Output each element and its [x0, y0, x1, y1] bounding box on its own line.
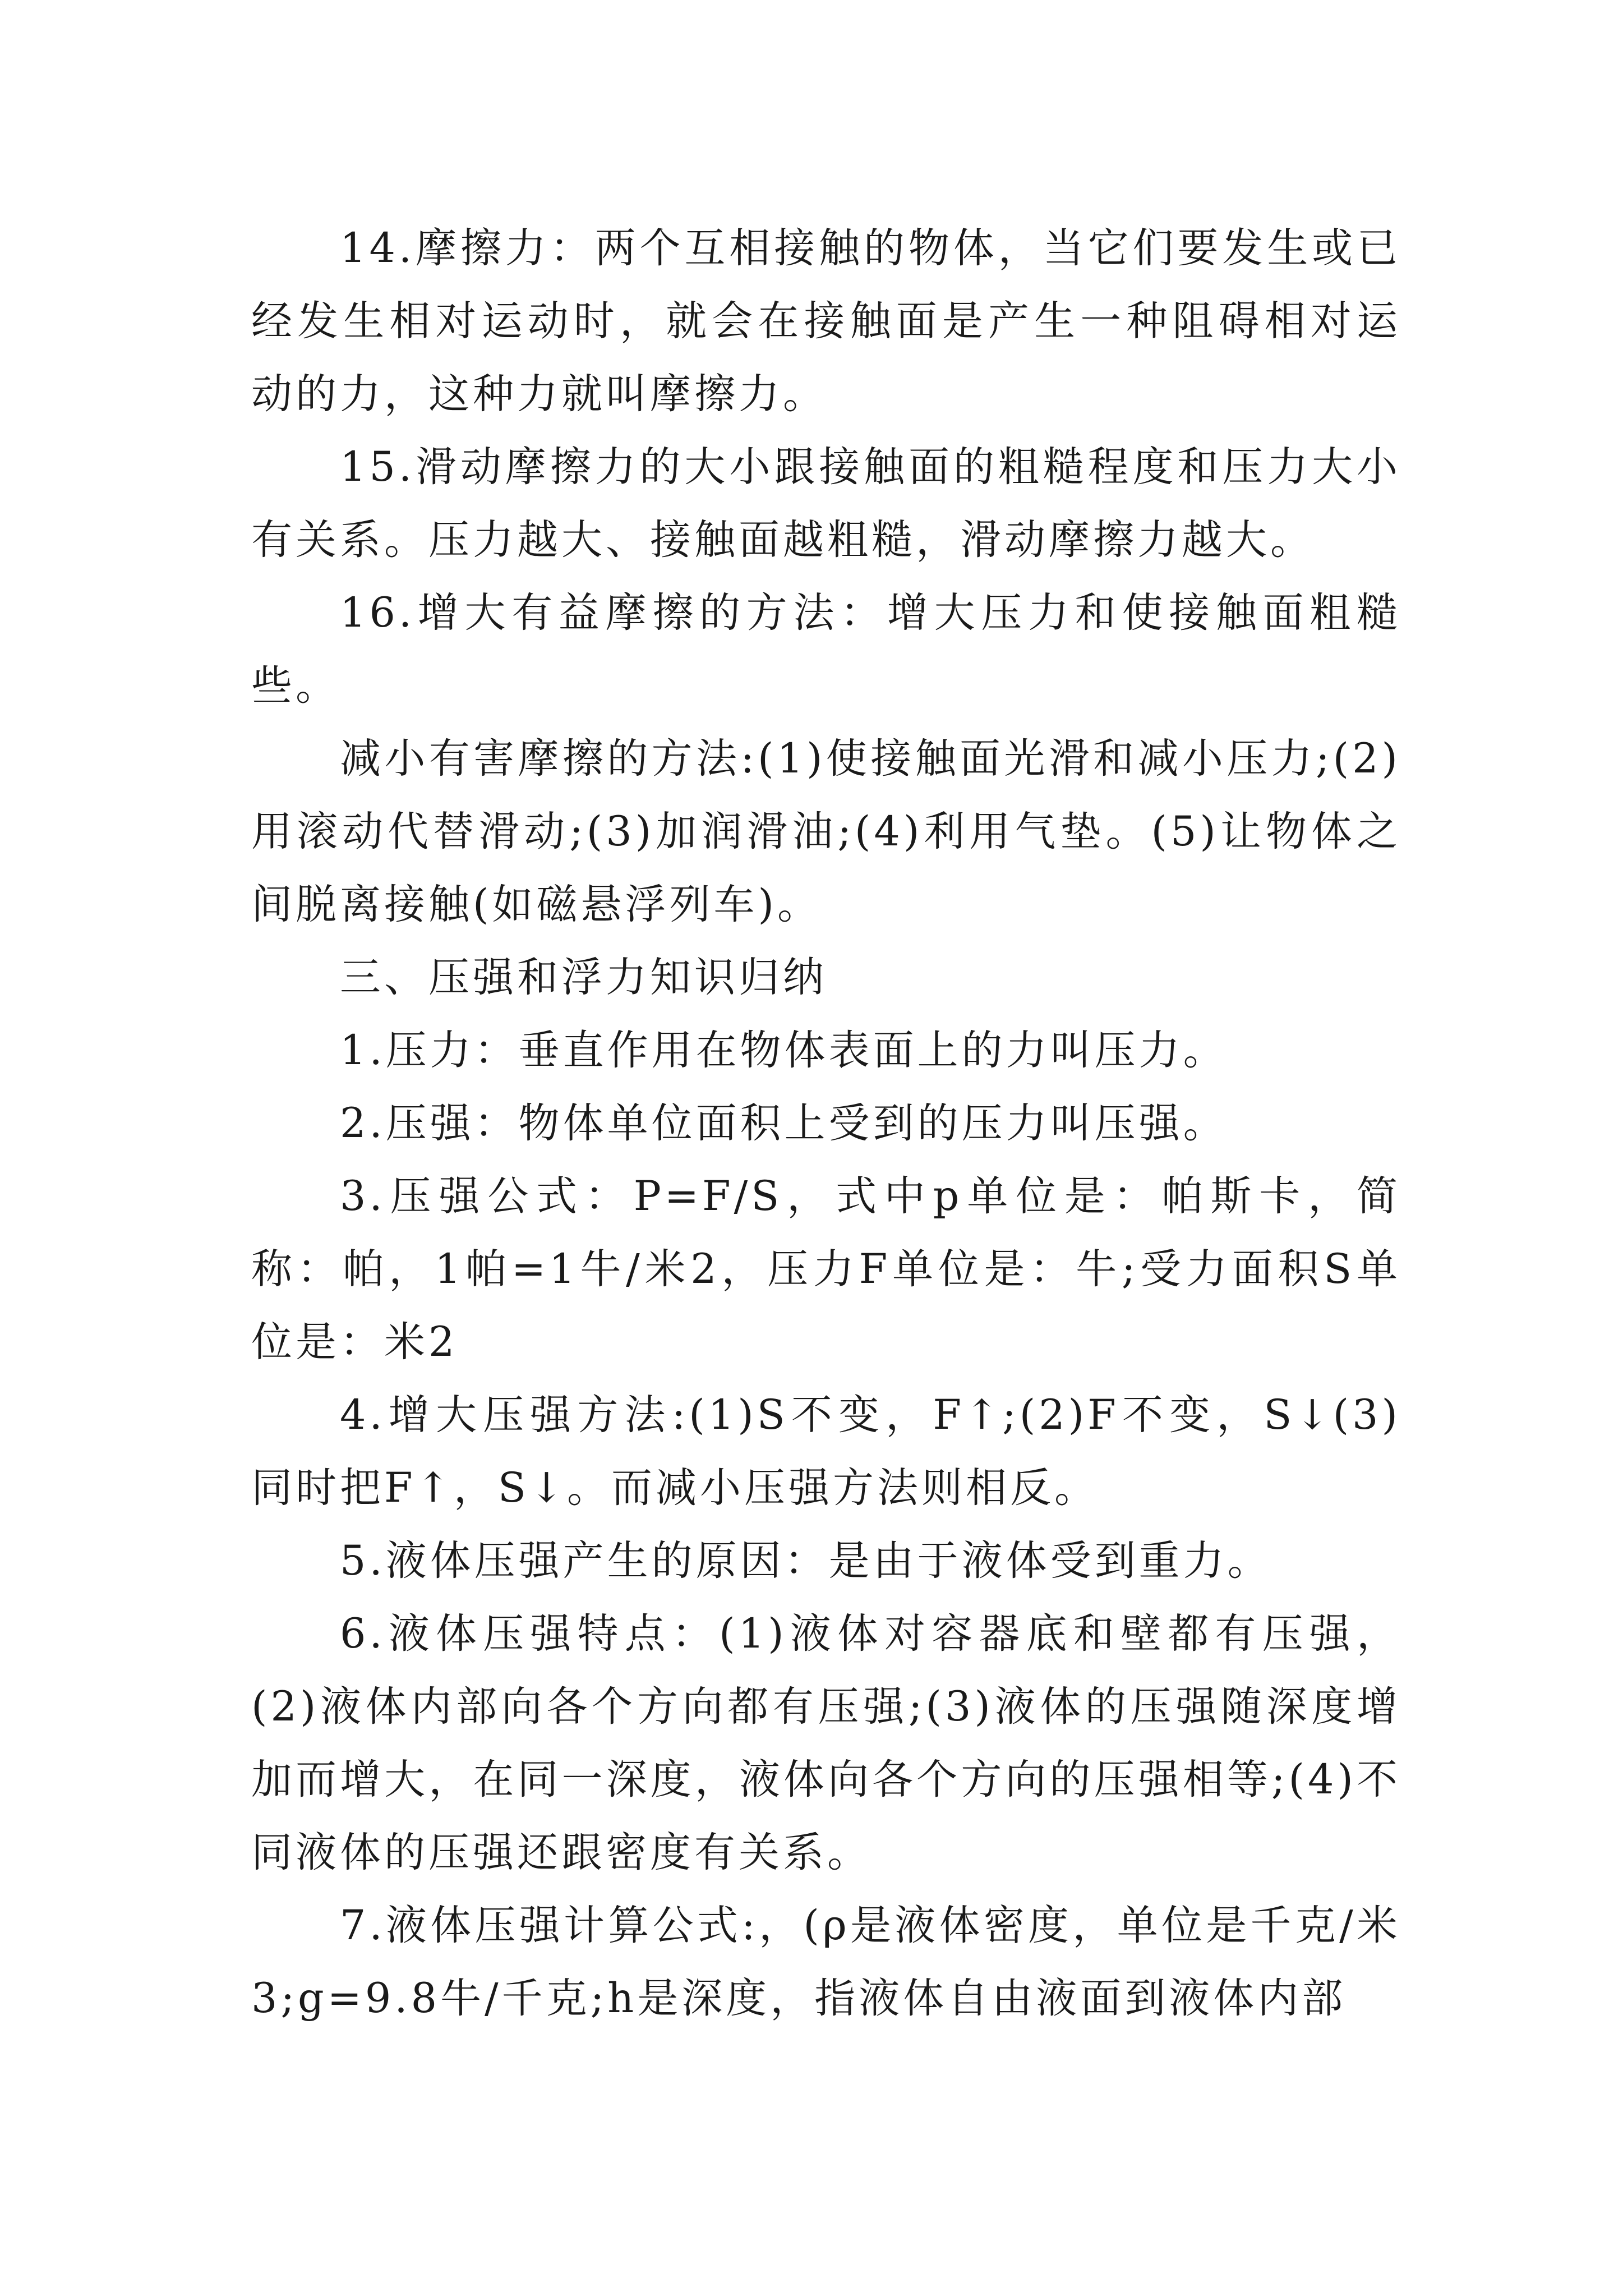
- paragraph-liquid-pressure-formula: 7.液体压强计算公式:，(ρ是液体密度，单位是千克/米3;g=9.8牛/千克;h是深度，指液体自由液面到液体内部: [251, 1902, 1401, 2022]
- document-body: [251, 212, 1401, 2035]
- paragraph-sliding-friction: 15.滑动摩擦力的大小跟接触面的粗糙程度和压力大小有关系。压力越大、接触面越粗糙，滑动摩擦力越大。: [251, 443, 1401, 564]
- paragraph-liquid-pressure-features: 6.液体压强特点：(1)液体对容器底和壁都有压强，(2)液体内部向各个方向都有压强;(3)液体的压强随深度增加而增大，在同一深度，液体向各个方向的压强相等;(4)不同液体的压强还跟密度有关系。: [251, 1610, 1401, 1876]
- paragraph-pressure-force: 1.压力：垂直作用在物体表面上的力叫压力。: [340, 1027, 1228, 1074]
- paragraph-increase-friction: 16.增大有益摩擦的方法：增大压力和使接触面粗糙些。: [251, 589, 1401, 710]
- paragraph-liquid-pressure-cause: 5.液体压强产生的原因：是由于液体受到重力。: [340, 1537, 1272, 1585]
- paragraph-pressure-definition: 2.压强：物体单位面积上受到的压力叫压强。: [340, 1099, 1228, 1147]
- paragraph-pressure-formula: 3.压强公式：P=F/S，式中p单位是：帕斯卡，简称：帕，1帕=1牛/米2，压力F单位是：牛;受力面积S单位是：米2: [251, 1172, 1401, 1366]
- section-heading-pressure-buoyancy: 三、压强和浮力知识归纳: [340, 954, 827, 1001]
- paragraph-increase-pressure: 4.增大压强方法:(1)S不变，F↑;(2)F不变，S↓(3)同时把F↑，S↓。而减小压强方法则相反。: [251, 1391, 1401, 1512]
- paragraph-friction-definition: 14.摩擦力：两个互相接触的物体，当它们要发生或已经发生相对运动时，就会在接触面是产生一种阻碍相对运动的力，这种力就叫摩擦力。: [251, 224, 1401, 418]
- paragraph-reduce-friction: 减小有害摩擦的方法:(1)使接触面光滑和减小压力;(2)用滚动代替滑动;(3)加润滑油;(4)利用气垫。(5)让物体之间脱离接触(如磁悬浮列车)。: [251, 735, 1401, 928]
